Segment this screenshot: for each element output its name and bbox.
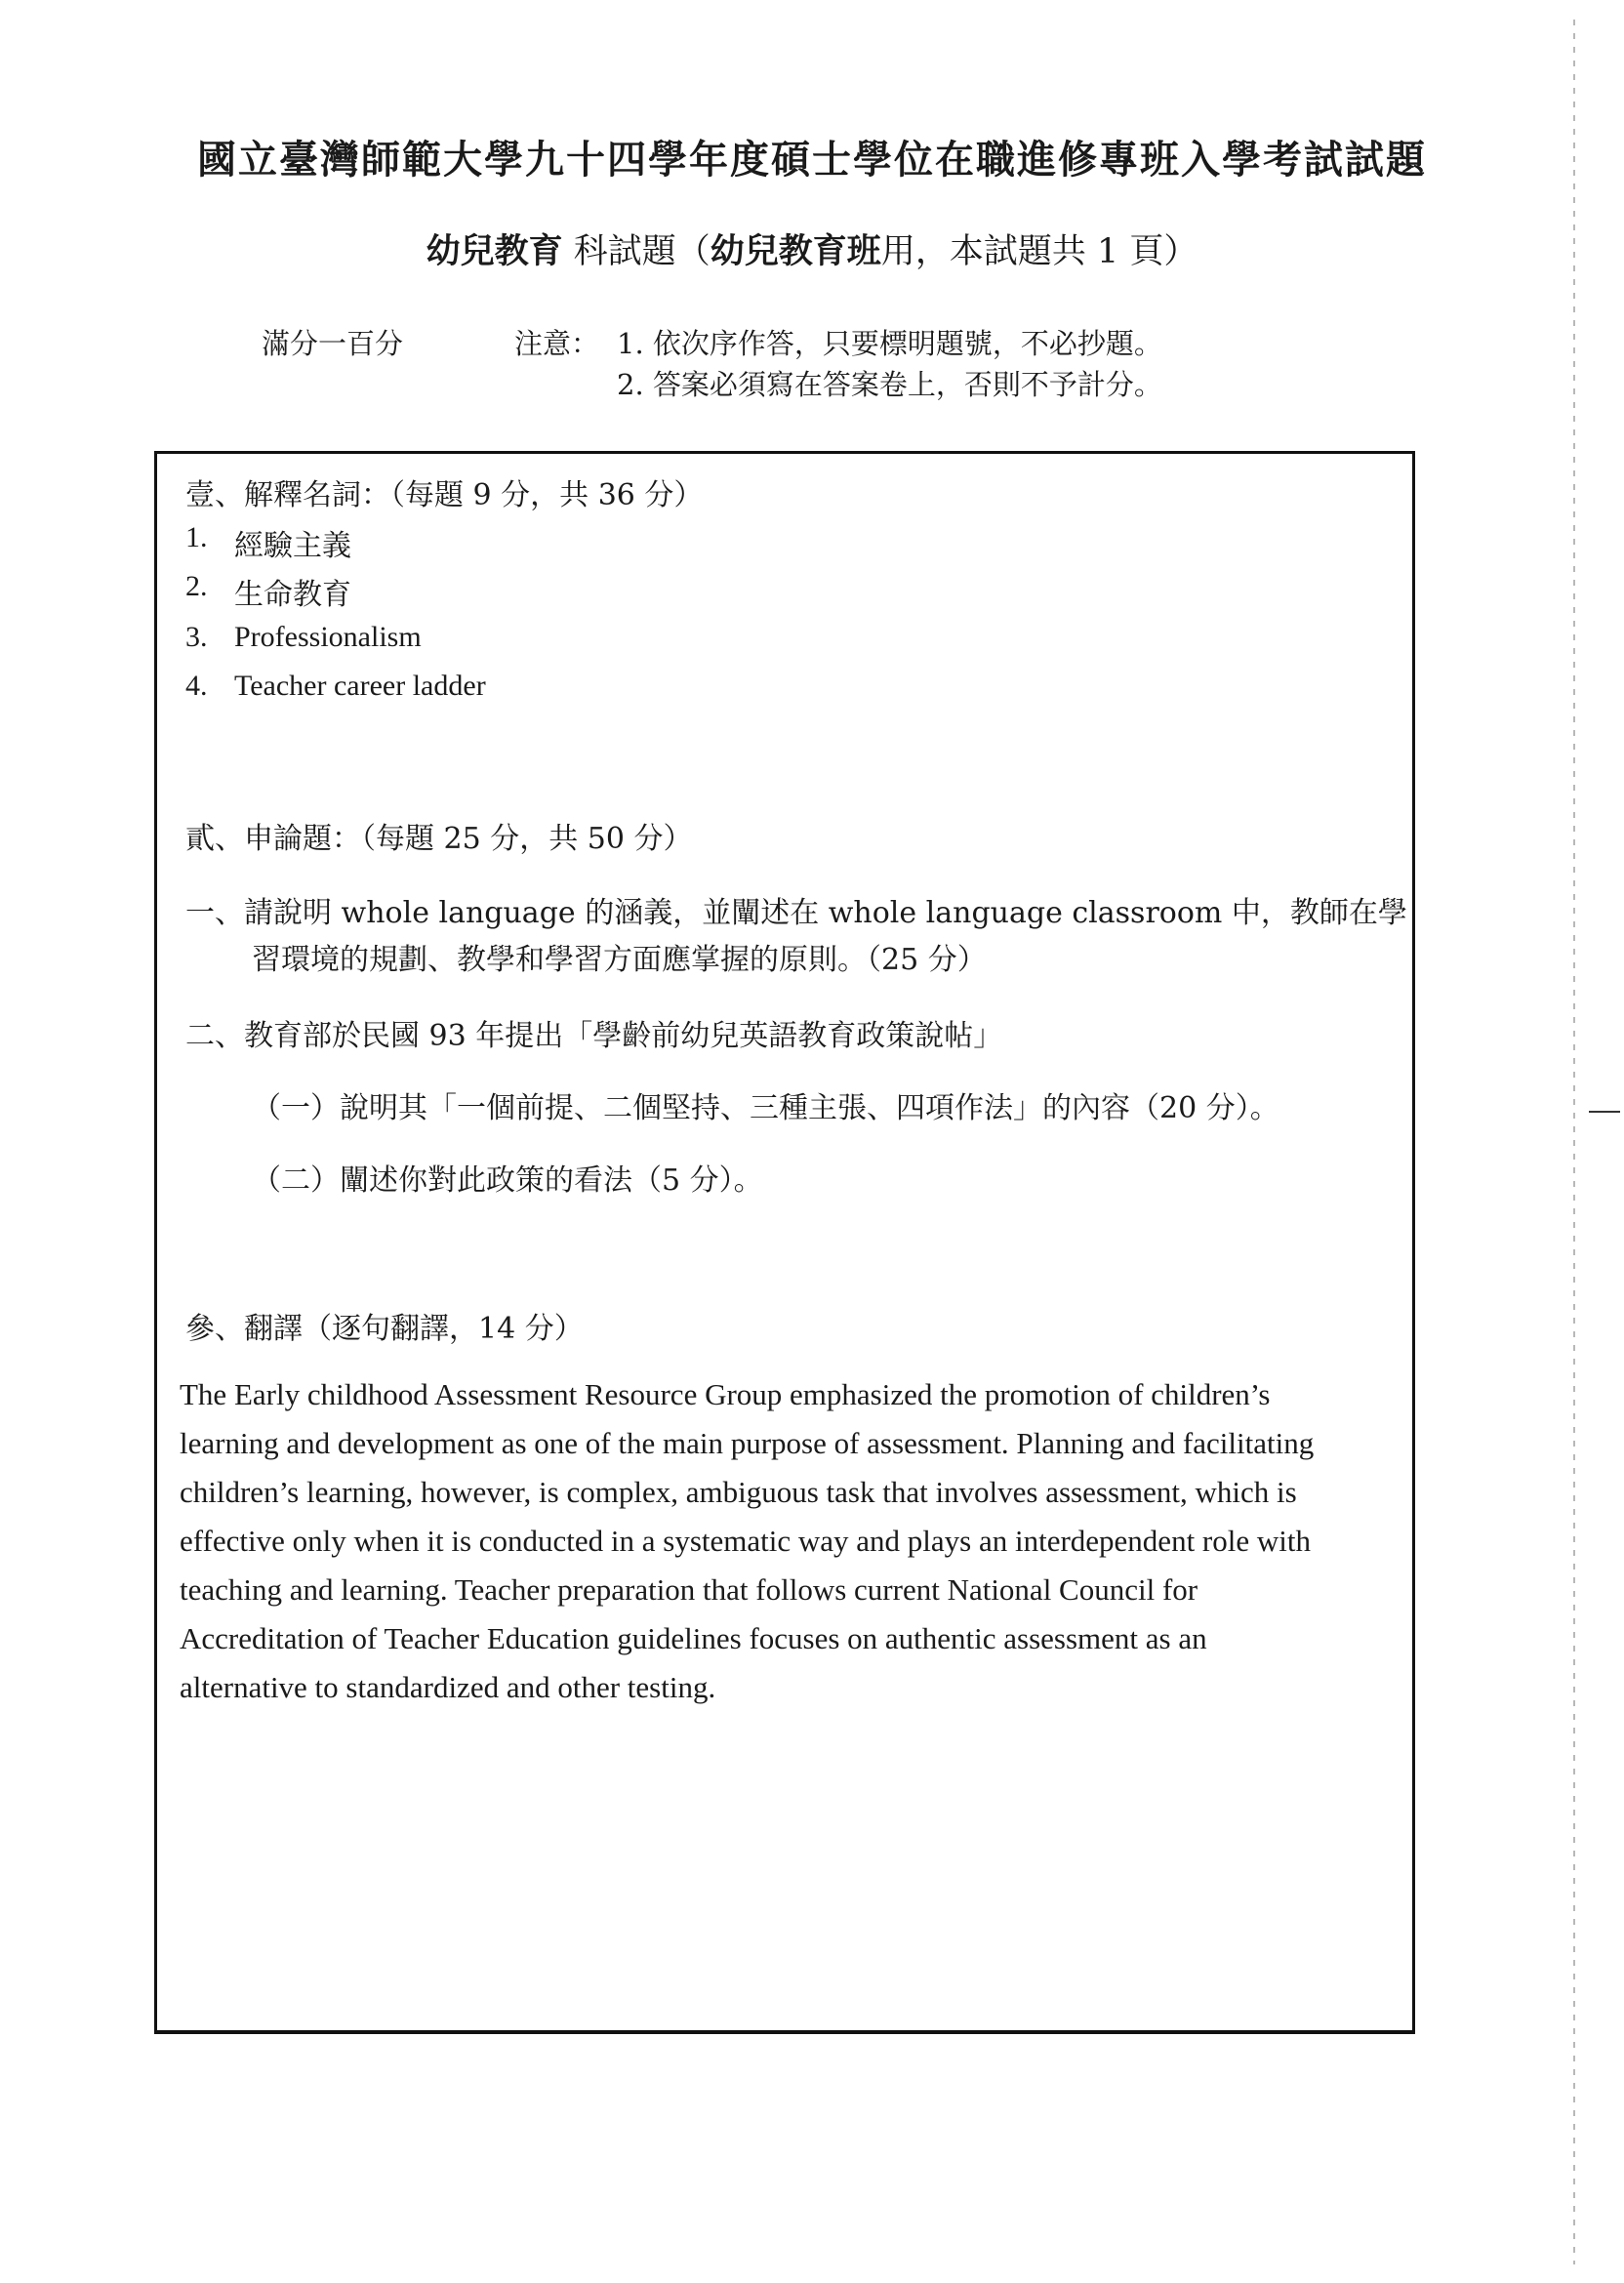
term-item: 經驗主義	[234, 529, 351, 563]
item-number: 4.	[185, 670, 208, 702]
notice-item: 1. 依次序作答，只要標明題號，不必抄題。	[617, 327, 1162, 360]
notice-label: 注意：	[514, 327, 600, 360]
section1-heading: 壹、解釋名詞：（每題 9 分，共 36 分）	[185, 478, 704, 512]
subject-name: 幼兒教育	[426, 231, 563, 271]
term-item: 生命教育	[234, 578, 351, 612]
passage-line: effective only when it is conducted in a systematic way and plays an interdependent role with	[180, 1524, 1311, 1558]
passage-line: teaching and learning. Teacher preparation that follows current National Council for	[180, 1572, 1198, 1607]
essay-question-2: 二、教育部於民國 93 年提出「學齡前幼兒英語教育政策說帖」	[185, 1019, 1003, 1053]
passage-line: alternative to standardized and other testing.	[180, 1670, 716, 1704]
term-item: Teacher career ladder	[234, 670, 486, 702]
scan-margin-tick	[1589, 1111, 1620, 1113]
notice-item: 2. 答案必須寫在答案卷上，否則不予計分。	[617, 368, 1162, 401]
section3-heading: 參、翻譯（逐句翻譯，14 分）	[185, 1312, 584, 1346]
essay-subquestion: （一）說明其「一個前提、二個堅持、三種主張、四項作法」的內容（20 分）。	[252, 1091, 1279, 1125]
item-number: 2.	[185, 570, 208, 602]
section2-heading: 貳、申論題：（每題 25 分，共 50 分）	[185, 822, 693, 856]
passage-line: children’s learning, however, is complex, ambiguous task that involves assessment, which is	[180, 1475, 1297, 1509]
essay-question-1-cont: 習環境的規劃、教學和學習方面應掌握的原則。（25 分）	[252, 943, 987, 977]
item-number: 1.	[185, 521, 208, 553]
scan-margin-line	[1573, 20, 1575, 2264]
subtitle-tail: 用，本試題共 1 頁）	[880, 232, 1198, 271]
exam-subtitle	[0, 224, 1624, 273]
passage-line: learning and development as one of the main purpose of assessment. Planning and facilitating	[180, 1426, 1315, 1460]
subtitle-mid: 科試題（	[562, 232, 710, 271]
essay-subquestion: （二）闡述你對此政策的看法（5 分）。	[252, 1163, 763, 1198]
essay-question-1: 一、請說明 whole language 的涵義，並闡述在 whole language classroom 中，教師在學	[185, 896, 1407, 930]
class-name: 幼兒教育班	[710, 231, 881, 271]
item-number: 3.	[185, 621, 208, 653]
translation-passage	[180, 1370, 1411, 1712]
passage-line: Accreditation of Teacher Education guidelines focuses on authentic assessment as an	[180, 1621, 1207, 1655]
full-score: 滿分一百分	[262, 327, 404, 360]
exam-title: 國立臺灣師範大學九十四學年度碩士學位在職進修專班入學考試試題	[197, 137, 1427, 183]
term-item: Professionalism	[234, 621, 422, 653]
passage-line: The Early childhood Assessment Resource Group emphasized the promotion of children’s	[180, 1377, 1271, 1411]
